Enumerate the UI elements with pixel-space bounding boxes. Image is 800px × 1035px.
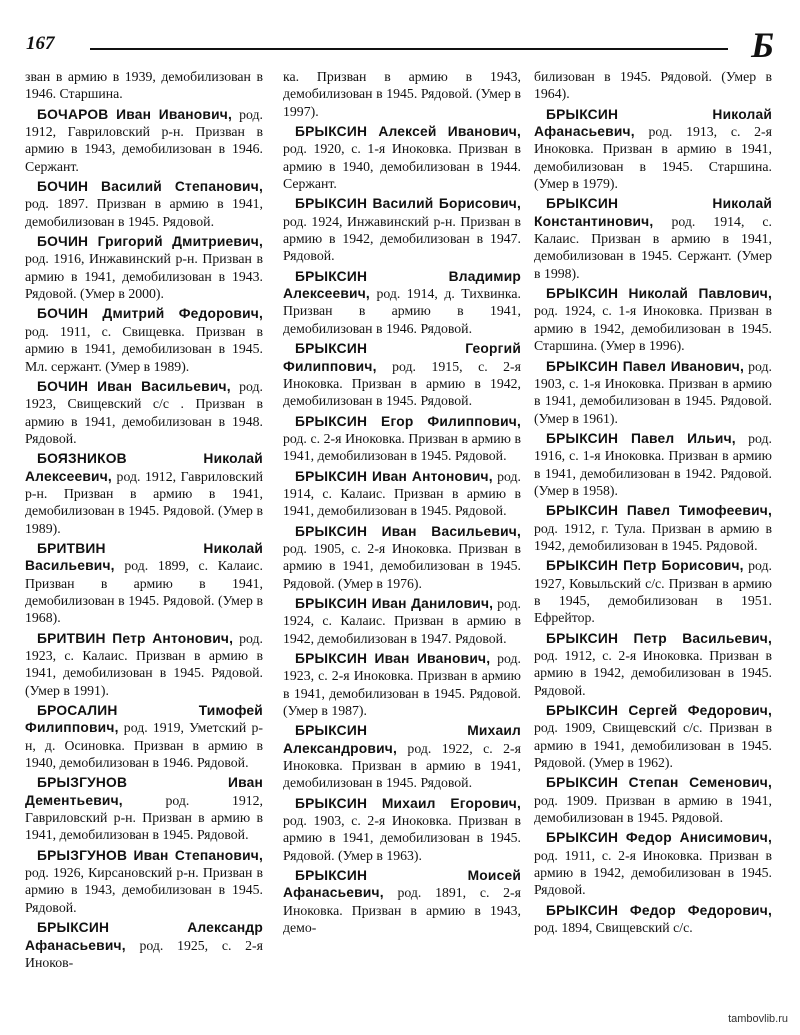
entry-text: род. 1925, с. 2-я Иноков-: [25, 937, 263, 970]
biography-entry: [534, 285, 772, 354]
person-name: БОЧИН Иван Васильевич,: [37, 378, 231, 394]
entry-text: род. 1911, с. 2-я Иноковка. Призван в армию в 1942, демобилизован в 1945. Рядовой.: [534, 847, 772, 898]
biography-entry: [283, 268, 521, 337]
person-name: БРЫКСИН Павел Иванович,: [546, 358, 745, 374]
person-name: БОЧИН Василий Степанович,: [37, 179, 263, 195]
biography-entry: [534, 557, 772, 626]
column-1: [25, 68, 263, 974]
site-watermark: tambovlib.ru: [728, 1013, 788, 1025]
entry-text: род. 1903, с. 2-я Иноковка. Призван в армию в 1941, демобилизован в 1945. Рядовой. (Умер в 1963).: [283, 813, 521, 863]
entry-text: род. 1912, Гавриловский р-н. Призван в армию в 1943, демобилизован в 1946. Сержант.: [25, 106, 263, 174]
column-3: [534, 68, 772, 940]
entry-text: род. 1920, с. 1-я Иноковка. Призван в армию в 1940, демобилизован в 1944. Сержант.: [283, 141, 521, 192]
biography-entry: [534, 358, 772, 427]
entry-text: ка. Призван в армию в 1943, демобилизован в 1945. Рядовой. (Умер в 1997).: [283, 69, 521, 119]
biography-entry: [283, 195, 521, 264]
entry-text: род. 1919, Уметский р-н, д. Осиновка. Призван в армию в 1940, демобилизован в 1946. Рядовой.: [25, 720, 263, 771]
page-number: 167: [26, 33, 55, 54]
person-name: БРЫКСИН Степан Семенович,: [546, 775, 772, 791]
entry-text: род. 1924, Инжавинский р-н. Призван в армию в 1942, демобилизован в 1947. Рядовой.: [283, 213, 521, 264]
person-name: БРЫКСИН Иван Антонович,: [295, 468, 493, 484]
entry-text: род. 1924, с. 1-я Иноковка. Призван в армию в 1942, демобилизован в 1945. Старшина. (Умер в 1996).: [534, 303, 772, 354]
biography-entry: [283, 650, 521, 719]
biography-entry: [534, 702, 772, 771]
person-name: БРЫКСИН Петр Борисович,: [546, 558, 744, 574]
entry-text: род. 1914, с. Калаис. Призван в армию в 1941, демобилизован в 1945. Рядовой.: [283, 468, 521, 519]
person-name: БРЫКСИН Владимир Алексеевич,: [283, 268, 521, 302]
biography-entry: [283, 595, 521, 647]
entry-text: род. 1912, Гавриловский р-н. Призван в армию в 1941, демобилизован в 1945. Рядовой.: [25, 792, 263, 843]
biography-entry: [25, 450, 263, 537]
column-2: [283, 68, 521, 940]
biography-entry: [534, 430, 772, 499]
person-name: БРЫКСИН Федор Федорович,: [546, 902, 772, 918]
entry-text: род. 1924, с. Калаис. Призван в армию в 1942, демобилизован в 1947. Рядовой.: [283, 595, 521, 646]
entry-text: род. 1912, г. Тула. Призван в армию в 1942, демобилизован в 1945. Рядовой.: [534, 520, 772, 553]
entry-text: род. 1922, с. 2-я Иноковка. Призван в армию в 1941, демобилизован в 1945. Рядовой.: [283, 740, 521, 791]
biography-entry: [25, 919, 263, 971]
biography-entry: [25, 702, 263, 771]
entry-text: род. 1916, с. 1-я Иноковка. Призван в армию в 1941, демобилизован в 1942. Рядовой. (Умер в 1958).: [534, 430, 772, 498]
person-name: БРЫКСИН Михаил Александрович,: [283, 723, 521, 756]
entry-text: род. 1923, с. Калаис. Призван в армию в 1941, демобилизован в 1945. Рядовой. (Умер в 1991).: [25, 630, 263, 698]
entry-text: род. 1909, Свищевский с/с. Призван в армию в 1941, демобилизован в 1945. Рядовой. (Умер в 1962).: [534, 720, 772, 771]
person-name: БРЫКСИН Федор Анисимович,: [546, 830, 772, 846]
biography-entry: [25, 630, 263, 699]
biography-entry: [283, 123, 521, 192]
biography-entry: [283, 413, 521, 465]
entry-text: род. 1923, с. 2-я Иноковка. Призван в армию в 1941, демобилизован в 1945. Рядовой. (Умер в 1987).: [283, 651, 521, 719]
entry-text: зван в армию в 1939, демобилизован в 1946. Старшина.: [25, 69, 263, 102]
person-name: БРЫКСИН Алексей Иванович,: [295, 124, 521, 140]
entry-text: род. 1891, с. 2-я Иноковка. Призван в армию в 1943, демо-: [283, 885, 521, 936]
biography-entry: [283, 795, 521, 864]
person-name: БРЫКСИН Павел Тимофеевич,: [546, 503, 772, 519]
entry-text: род. 1913, с. 2-я Иноковка. Призван в армию в 1941, демобилизован в 1945. Старшина. (Умер в 1979).: [534, 124, 772, 192]
biography-entry: [534, 502, 772, 554]
person-name: БРИТВИН Николай Васильевич,: [25, 540, 263, 574]
entry-text: род. 1897. Призван в армию в 1941, демобилизован в 1945. Рядовой.: [25, 196, 263, 229]
biography-entry: [25, 178, 263, 230]
entry-text: род. 1912, Гавриловский р-н. Призван в армию в 1941, демобилизован в 1945. Рядовой. (Умер в 1989).: [25, 468, 263, 536]
person-name: БРЫКСИН Николай Афанасьевич,: [534, 106, 772, 140]
entry-text: род. 1914, д. Тихвинка. Призван в армию в 1941, демобилизован в 1946. Рядовой.: [283, 286, 521, 336]
entry-text: род. 1894, Свищевский с/с.: [534, 920, 693, 936]
person-name: БРЫКСИН Сергей Федорович,: [546, 703, 772, 719]
biography-entry: [25, 378, 263, 447]
biography-entry: [283, 722, 521, 791]
entry-text: род. 1915, с. 2-я Иноковка. Призван в армию в 1942, демобилизован в 1945. Рядовой.: [283, 358, 521, 409]
person-name: БРЫКСИН Николай Павлович,: [546, 286, 772, 302]
person-name: БРЫКСИН Петр Васильевич,: [546, 630, 772, 646]
entry-text: род. 1923, Свищевский с/с . Призван в армию в 1941, демобилизован в 1948. Рядовой.: [25, 378, 263, 446]
biography-entry: [534, 630, 772, 699]
entry-text: род. 1899, с. Калаис. Призван в армию в 1941, демобилизован в 1945. Рядовой. (Умер в 1968).: [25, 558, 263, 626]
entry-text: род. 1909. Призван в армию в 1941, демобилизован в 1945. Рядовой.: [534, 792, 772, 826]
person-name: БОЧИН Григорий Дмитриевич,: [37, 234, 263, 250]
person-name: БОЧАРОВ Иван Иванович,: [37, 106, 233, 122]
biography-entry: [283, 468, 521, 520]
biography-entry: [283, 340, 521, 409]
person-name: БРЫКСИН Моисей Афанасьевич,: [283, 868, 521, 901]
person-name: БРЫКСИН Николай Константинович,: [534, 196, 772, 229]
person-name: БРОСАЛИН Тимофей Филиппович,: [25, 703, 263, 736]
section-letter: Б: [751, 25, 774, 65]
entry-text: род. 1912, с. 2-я Иноковка. Призван в армию в 1942, демобилизован в 1945. Рядовой.: [534, 648, 772, 698]
biography-entry: [534, 68, 772, 103]
biography-entry: [25, 774, 263, 843]
header-rule: [90, 48, 728, 50]
person-name: БРЫКСИН Иван Данилович,: [295, 595, 494, 611]
biography-entry: [534, 902, 772, 937]
entry-text: род. 1911, с. Свищевка. Призван в армию в 1941, демобилизован в 1945. Мл. сержант. (Умер в 1989).: [25, 323, 263, 374]
entry-text: род. 1926, Кирсановский р-н. Призван в армию в 1943, демобилизован в 1945. Рядовой.: [25, 865, 263, 915]
person-name: БРЫКСИН Иван Иванович,: [295, 651, 491, 666]
person-name: БРИТВИН Петр Антонович,: [37, 630, 234, 646]
person-name: БРЫКСИН Павел Ильич,: [546, 430, 736, 446]
biography-entry: [25, 847, 263, 916]
person-name: БРЫКСИН Александр Афанасьевич,: [25, 920, 263, 953]
biography-entry: [534, 774, 772, 826]
person-name: БОЯЗНИКОВ Николай Алексеевич,: [25, 451, 263, 484]
entry-text: род. с. 2-я Иноковка. Призван в армию в 1941, демобилизован в 1945. Рядовой.: [283, 430, 521, 464]
biography-entry: [25, 540, 263, 627]
person-name: БРЫКСИН Иван Васильевич,: [295, 523, 521, 539]
person-name: БРЫКСИН Георгий Филиппович,: [283, 341, 521, 374]
biography-entry: [534, 106, 772, 193]
page-header: [26, 25, 778, 65]
biography-entry: [25, 68, 263, 103]
person-name: БРЫЗГУНОВ Иван Степанович,: [37, 847, 263, 863]
biography-entry: [25, 233, 263, 302]
person-name: БОЧИН Дмитрий Федорович,: [37, 306, 263, 322]
entry-text: род. 1903, с. 1-я Иноковка. Призван в армию в 1941, демобилизован в 1945. Рядовой. (Умер в 1961).: [534, 358, 772, 426]
entry-text: род. 1927, Ковыльский с/с. Призван в армию в 1945, демобилизован в 1951. Ефрейтор.: [534, 558, 772, 626]
biography-entry: [534, 829, 772, 898]
entry-text: билизован в 1945. Рядовой. (Умер в 1964).: [534, 69, 772, 102]
person-name: БРЫКСИН Егор Филиппович,: [295, 413, 521, 429]
person-name: БРЫКСИН Василий Борисович,: [295, 196, 521, 212]
entry-text: род. 1916, Инжавинский р-н. Призван в армию в 1941, демобилизован в 1943. Рядовой. (Умер в 2000).: [25, 251, 263, 302]
biography-entry: [283, 523, 521, 592]
person-name: БРЫЗГУНОВ Иван Дементьевич,: [25, 775, 263, 808]
biography-entry: [283, 68, 521, 120]
biography-entry: [534, 195, 772, 282]
biography-entry: [25, 106, 263, 175]
biography-entry: [25, 305, 263, 374]
biography-entry: [283, 867, 521, 936]
person-name: БРЫКСИН Михаил Егорович,: [295, 795, 521, 811]
entry-text: род. 1914, с. Калаис. Призван в армию в 1941, демобилизован в 1945. Сержант. (Умер в 1998).: [534, 213, 772, 281]
entry-text: род. 1905, с. 2-я Иноковка. Призван в армию в 1941, демобилизован в 1945. Рядовой. (Умер в 1976).: [283, 540, 521, 591]
